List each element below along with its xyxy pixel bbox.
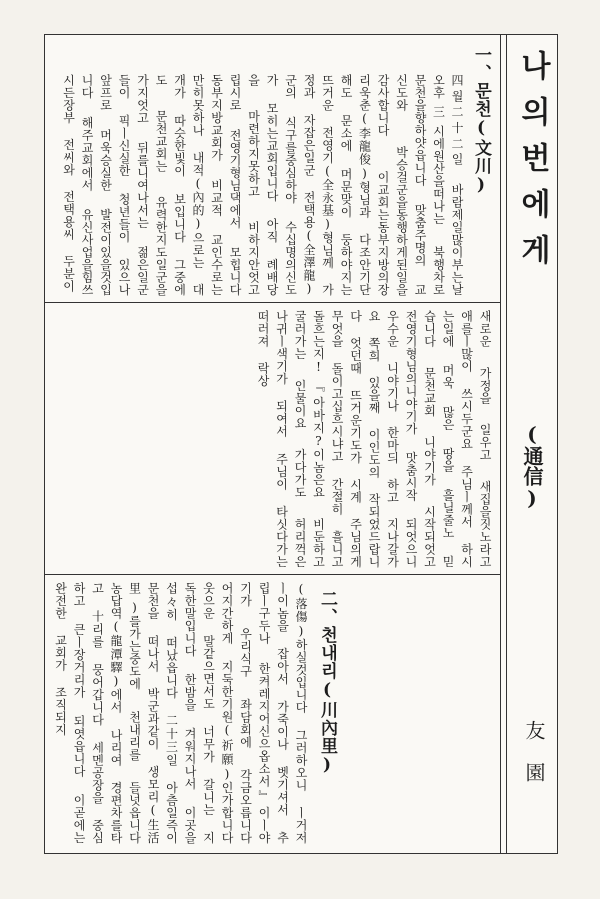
header-rule-outer [506, 34, 507, 854]
page [44, 34, 558, 854]
article-title: 나의번에게 [515, 50, 550, 280]
article-author: 友園 [522, 720, 546, 804]
tier-rule-2 [44, 574, 500, 575]
section-2-body: (落傷)하실것입니다 그러하오니 ㅣ거저ㅣ이놈을 잡아서 가죽이나 벳기셔서 추립ㅣ구두나 한켜레지어신으옵소서』이ㅣ야기가 우리식구 좌담회에 각금오릅니다 어지간하게 지둑한기원(祈願)인가합니다 웃으운 말같으면서도 너무가 갈니는 지독한말입니다 한밤을 겨워지나서 이곳을 섭々히 떠났읍니다 二十三일 아츰일즉이 문천을 떠나서 박군과같이 생모리(生活里)를가는중도에 천내리를 들넛읍니다 농답역(龍潭驛)에서 나리여 경편차를타고 十리를 뭉어갑니다 세멘공장을 중심하고 큰ㅣ장거리가 되엿읍니다 이곧에는 완전한 교회가 조직되지 [53, 582, 308, 844]
article-subtitle: (通信) [520, 422, 544, 510]
section-1-body-part-1: 四월二十二일 바람제일많이부는날 오후三시에원산을떠나는 북행차로 문천을향하얏읍니다 맞춤주명의 교신도와 박승걸군을동행하게된일을 감사합니다 이교회는동부지방의장 리욱춘(李龍俊)형님과 다조안기단해도 문소에 머문맞이 둥하야지는 뜨거운 전영기(全永基)형님께 가정과 자잡은일군 전택용(全澤龍)군의 식구를중심하야 수십명의신도가 모히는교회입니다 아직 례배당을 마련하지못하고 비하지안엇고 립시로 전영기형님댁에서 모힙니다 동부지방교회가 비교적 교인수로는 만히못하나 내적(內的)으로는 대개가 따슷한빛이 보입니다 그중에도 문천교회는 유력한지도일군을 가지엇고 뒤를니여나서는 젊은일군들이 픽ㅣ신실한 청년들이 있으나 앞프로 머욱승실한 발전이있을것입니다 해주교회에서 유신사업을힘쓰시든장부 전씨와 전택용씨 두분이 [61, 74, 464, 296]
header-rule-inner [500, 34, 501, 854]
section-1-body-part-3 [344, 582, 494, 844]
section-1-heading: 一、문천(文川) [471, 46, 491, 196]
section-2-heading: 二、천내리(川內里) [317, 590, 337, 776]
tier-rule-1 [44, 302, 500, 303]
section-1-body-part-2: 새로운 가정을 일우고 새집을짓노라고 애를ㅣ많이 쓰시두군요 주님ㅣ께서 하시는일에 머욱 많은 땅을 흘닐줄노 믿습니다 문천교회 니야기가 시작되엇고 전영기형님의니야기가 맛춤시작 되엇으니 우수운 니야기나 한마듸 하고 지나갈가요 쪽희 있을째 이인도의 작되었드랍니다 엇던때 뜨거운기도가 시계 주님의게 무엇을 돌이고십흐시냐고 간절히 흘니고 돌흐는지!『아바지?이놈은요 비둔하고 굴러가는 인물이요 가다가도 허리꺽은 나귀ㅣ색기가 되여서 주님이 타싯다가는 떠러져 락상 [256, 310, 492, 568]
